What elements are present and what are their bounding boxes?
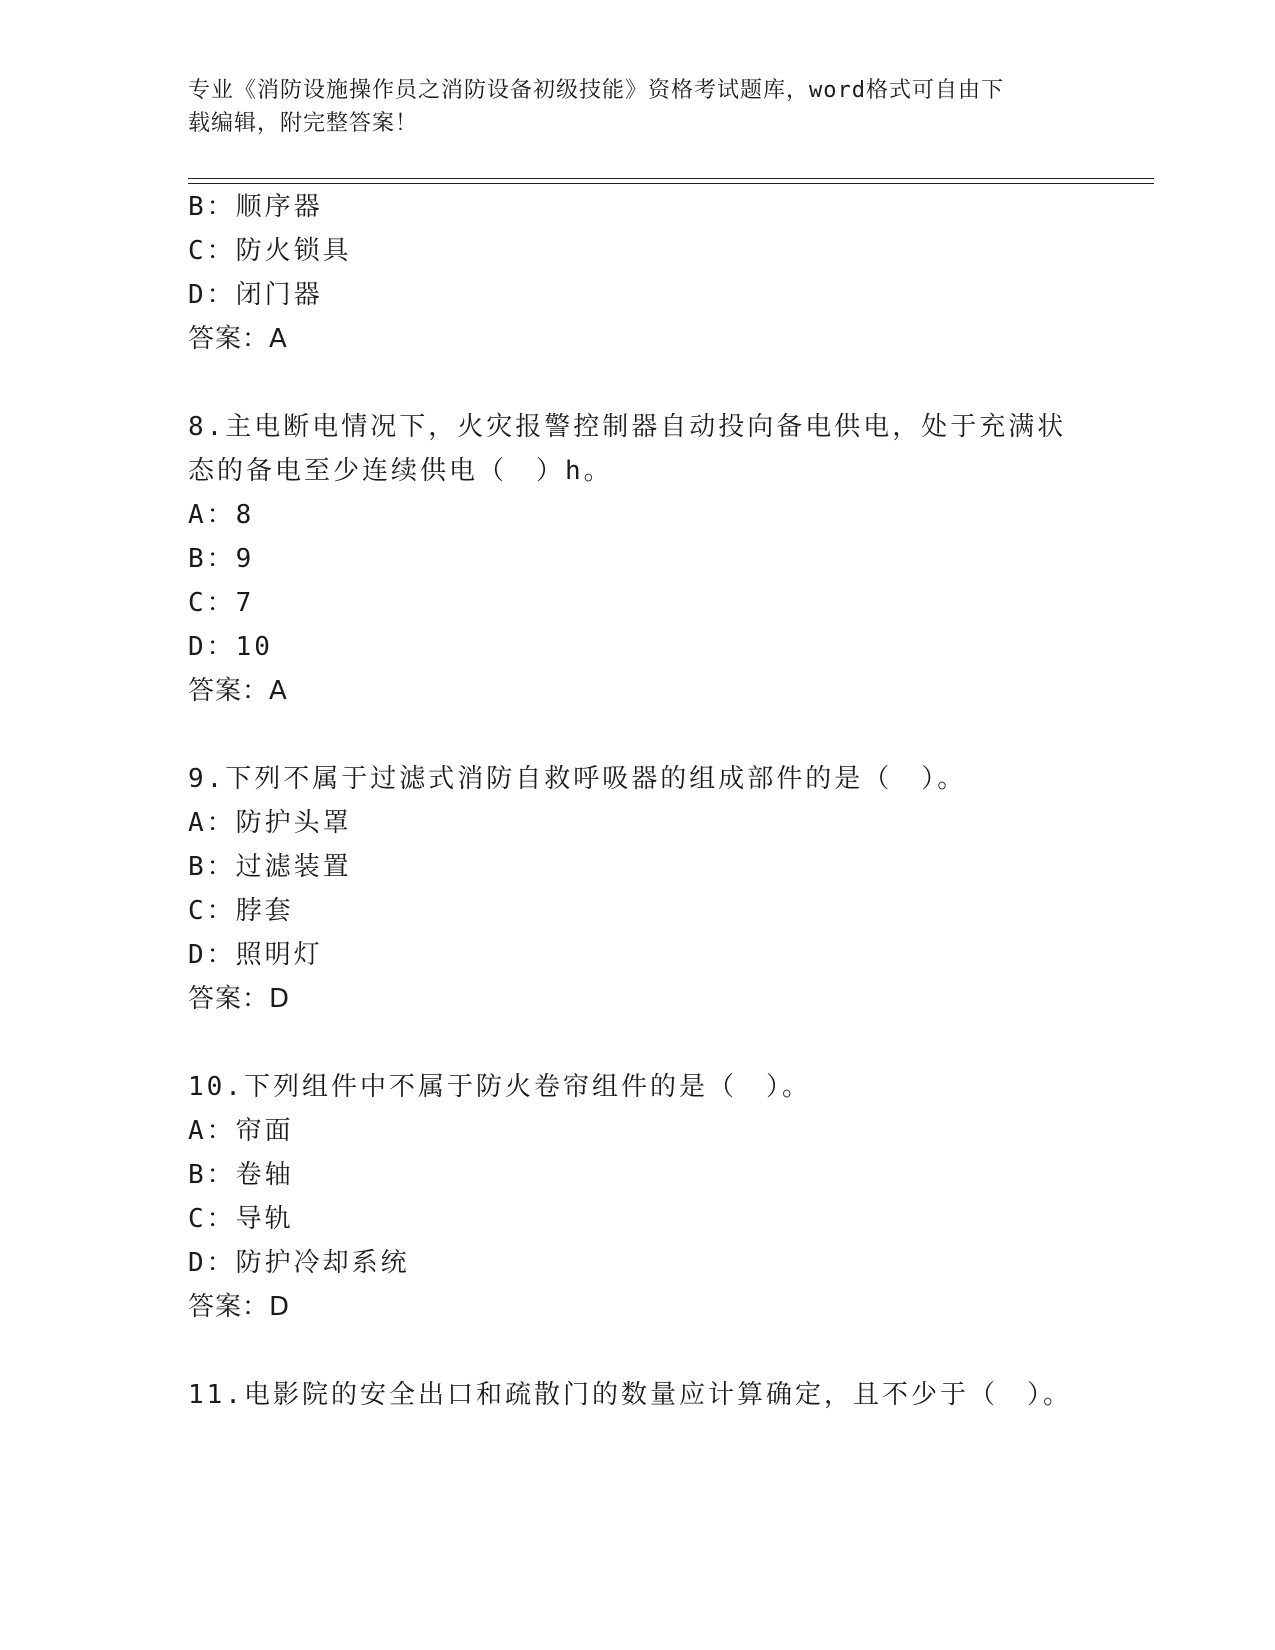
option-a: A：8	[188, 500, 255, 530]
answer: 答案：A	[188, 324, 288, 354]
option-c: C：7	[188, 588, 255, 618]
document-header	[188, 74, 1078, 140]
option-d: D：照明灯	[188, 940, 323, 970]
header-line-1: 专业《消防设施操作员之消防设备初级技能》资格考试题库，word格式可自由下	[188, 78, 1004, 103]
option-b: B：卷轴	[188, 1160, 294, 1190]
header-line-2: 载编辑，附完整答案！	[188, 111, 419, 136]
question-stem: 11.电影院的安全出口和疏散门的数量应计算确定，且不少于（ ）。	[188, 1380, 1072, 1410]
answer: 答案：A	[188, 676, 288, 706]
option-b: B：过滤装置	[188, 852, 352, 882]
question-stem: 10.下列组件中不属于防火卷帘组件的是（ ）。	[188, 1072, 811, 1102]
option-c: C：防火锁具	[188, 236, 352, 266]
answer: 答案：D	[188, 1292, 291, 1322]
option-b: B：9	[188, 544, 255, 574]
question-stem: 9.下列不属于过滤式消防自救呼吸器的组成部件的是（ ）。	[188, 764, 967, 794]
header-divider-bottom	[188, 183, 1154, 184]
option-b: B：顺序器	[188, 192, 323, 222]
option-c: C：导轨	[188, 1204, 294, 1234]
option-c: C：脖套	[188, 896, 294, 926]
header-divider-top	[188, 178, 1154, 179]
option-d: D：防护冷却系统	[188, 1248, 410, 1278]
answer: 答案：D	[188, 984, 291, 1014]
option-d: D：10	[188, 632, 273, 662]
option-a: A：防护头罩	[188, 808, 352, 838]
question-stem: 态的备电至少连续供电（ ）h。	[188, 456, 613, 486]
option-d: D：闭门器	[188, 280, 323, 310]
option-a: A：帘面	[188, 1116, 294, 1146]
question-stem: 8.主电断电情况下，火灾报警控制器自动投向备电供电，处于充满状	[188, 412, 1067, 442]
